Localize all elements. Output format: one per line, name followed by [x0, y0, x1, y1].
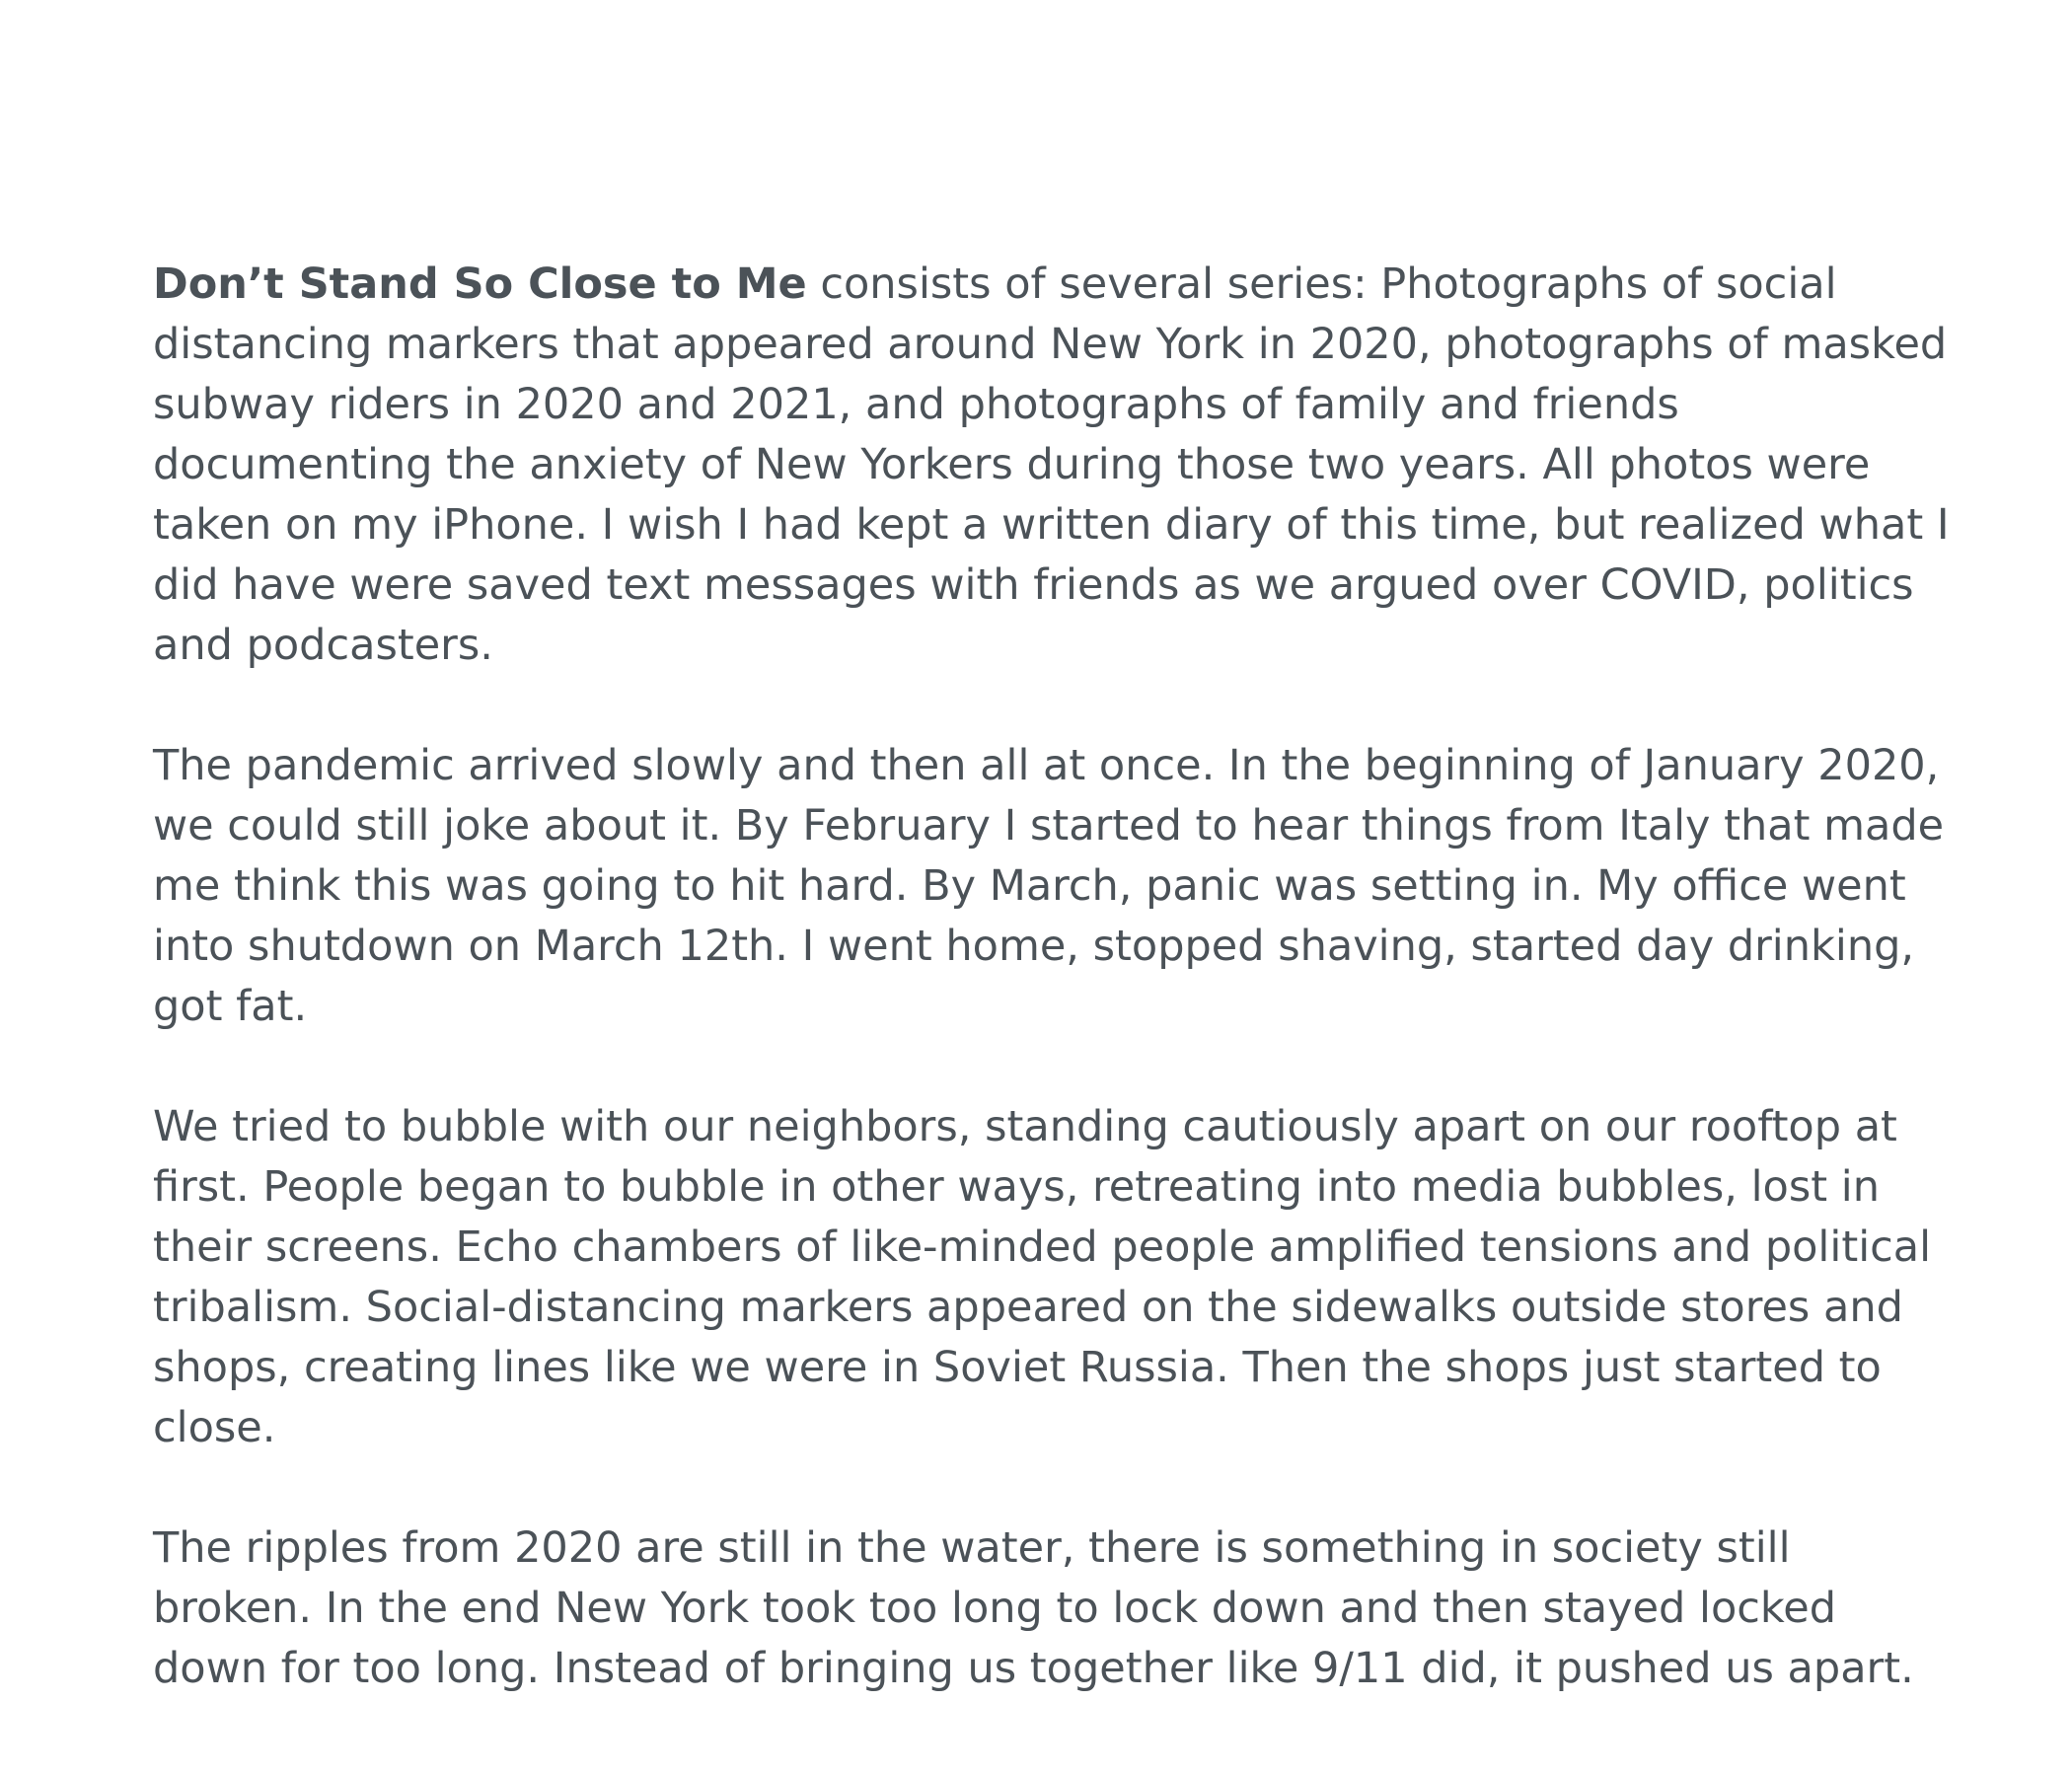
paragraph-pandemic-arrival: The pandemic arrived slowly and then all at once. In the beginning of January 2020, we could still joke about it. By February I started to hear things from Italy that made me think this was going to hit hard. By March, panic was setting in. My office went into shutdown on March 12th. I went home, stopped shaving, started day drinking, got fat. [153, 741, 1945, 1031]
project-title: Don’t Stand So Close to Me [153, 259, 807, 309]
intro-text: consists of several series: Photographs of social distancing markers that appeared around New York in 2020, photographs of masked subway riders in 2020 and 2021, and photographs of family and friends documenting the anxiety of New Yorkers during those two years. All photos were taken on my iPhone. I wish I had kept a written diary of this time, but realized what I did have were saved text messages with friends as we argued over COVID, politics and podcasters. [153, 259, 1950, 670]
intro-paragraph [153, 255, 1954, 676]
artist-statement [153, 255, 1954, 1699]
paragraph-bubbles: We tried to bubble with our neighbors, standing cautiously apart on our rooftop at first. People began to bubble in other ways, retreating into media bubbles, lost in their screens. Echo chambers of like-minded people amplified tensions and political tribalism. Social-distancing markers appeared on the sidewalks outside stores and shops, creating lines like we were in Soviet Russia. Then the shops just started to close. [153, 1102, 1932, 1452]
paragraph-ripples: The ripples from 2020 are still in the water, there is something in society still broken. In the end New York took too long to lock down and then stayed locked down for too long. Instead of bringing us together like 9/11 did, it pushed us apart. [153, 1523, 1914, 1693]
